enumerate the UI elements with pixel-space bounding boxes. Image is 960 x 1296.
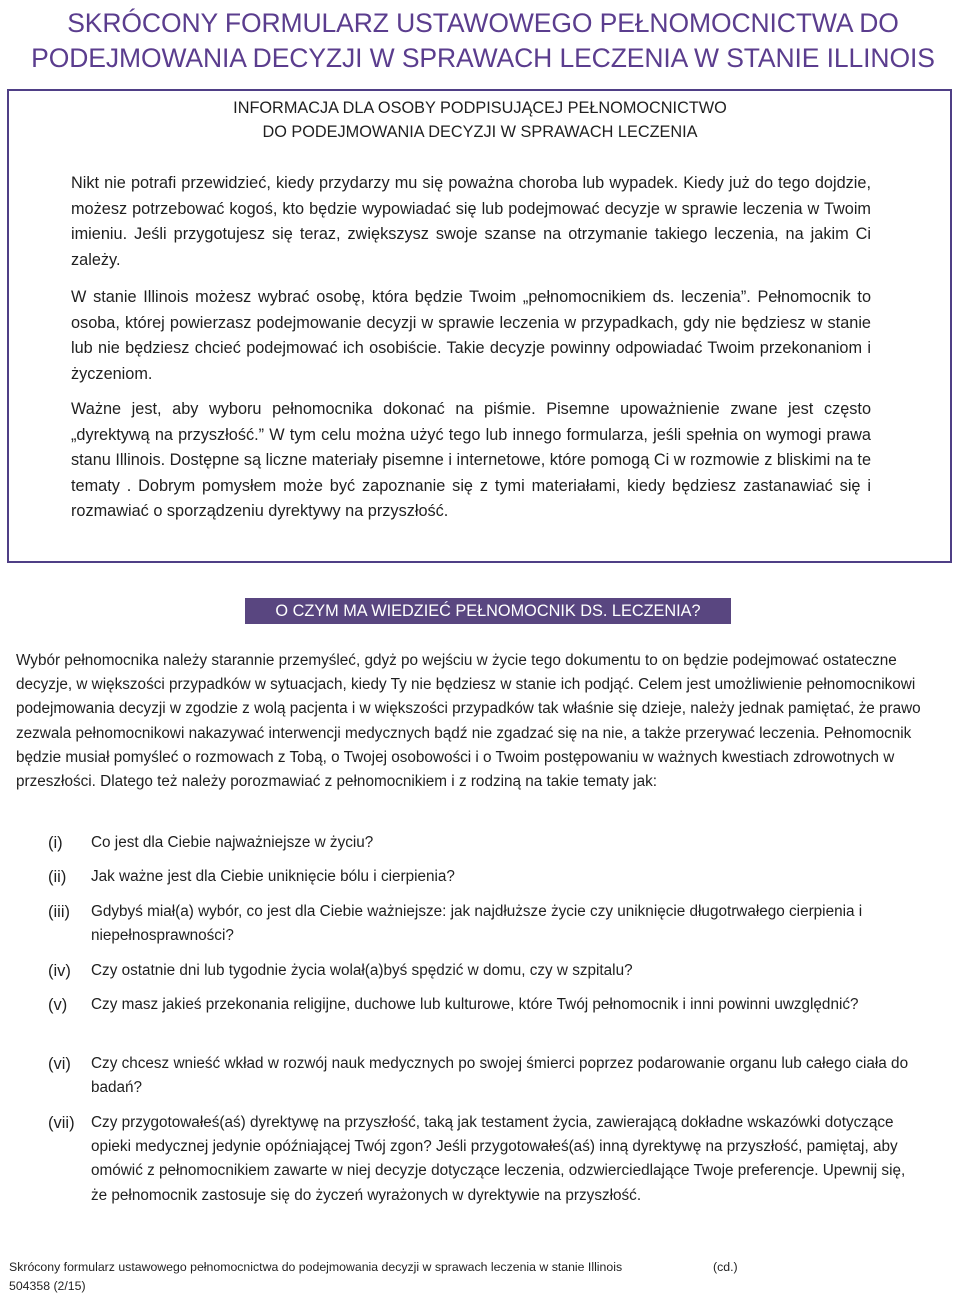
title-line-2: PODEJMOWANIA DECYZJI W SPRAWACH LECZENIA W STANIE ILLINOIS (31, 43, 935, 73)
list-item-number: (vi) (48, 1055, 71, 1073)
footer-continued: (cd.) (713, 1260, 738, 1274)
info-box-heading (0, 96, 960, 144)
list-item-number: (iv) (48, 962, 71, 980)
list-item-number: (v) (48, 996, 68, 1014)
document-title (18, 6, 948, 76)
info-paragraph-1: Nikt nie potrafi przewidzieć, kiedy przydarzy mu się poważna choroba lub wypadek. Kiedy już do tego dojdzie, możesz potrzebować kogoś, kto będzie wypowiadać się lub podejmować decyzje w sprawie leczenia w Twoim imieniu. Jeśli przygotujesz się teraz, zwiększysz swoje szanse na otrzymanie takiego leczenia, na jakim Ci zależy. (71, 174, 871, 269)
list-item-text: Czy ostatnie dni lub tygodnie życia wolał(a)byś spędzić w domu, czy w szpitalu? (91, 962, 633, 979)
list-item-number: (iii) (48, 903, 70, 921)
list-item-text: Czy masz jakieś przekonania religijne, duchowe lub kulturowe, które Twój pełnomocnik i inni powinni uwzględnić? (91, 996, 859, 1013)
info-paragraph-2: W stanie Illinois możesz wybrać osobę, która będzie Twoim „pełnomocnikiem ds. leczenia”. Pełnomocnik to osoba, której powierzasz podejmowanie decyzji w sprawie leczenia w przypadkach, gdy nie będziesz w stanie lub nie będziesz chcieć podejmować ich osobiście. Takie decyzje powinny odpowiadać Twoim przekonaniom i życzeniom. (71, 288, 871, 383)
info-heading-line-1: INFORMACJA DLA OSOBY PODPISUJĄCEJ PEŁNOMOCNICTWO (233, 99, 727, 117)
list-item-text: Jak ważne jest dla Ciebie uniknięcie bólu i cierpienia? (91, 868, 455, 885)
section-banner: O CZYM MA WIEDZIEĆ PEŁNOMOCNIK DS. LECZENIA? (245, 598, 731, 624)
footer-form-code: 504358 (2/15) (9, 1279, 86, 1293)
list-item-number: (i) (48, 834, 63, 852)
list-item-text: Czy przygotowałeś(aś) dyrektywę na przyszłość, taką jak testament życia, zawierającą dokładne wskazówki dotyczące opieki medycznej jedynie opóźniającej Twój zgon? Jeśli przygotowałeś(aś) inną dyrektywę na przyszłość, pamiętaj, aby omówić z pełnomocnikiem zawarte w niej decyzje dotyczące leczenia, odzwierciedlające Twoje preferencje. Upewnij się, że pełnomocnik zastosuje się do życzeń wyrażonych w dyrektywie na przyszłość. (91, 1114, 906, 1204)
info-paragraph-3: Ważne jest, aby wyboru pełnomocnika dokonać na piśmie. Pisemne upoważnienie zwane jest często „dyrektywą na przyszłość.” W tym celu można użyć tego lub innego formularza, jeśli spełnia on wymogi prawa stanu Illinois. Dostępne są liczne materiały pisemne i internetowe, które pomogą Ci w rozmowie z bliskimi na te tematy . Dobrym pomysłem może być zapoznanie się z tymi materiałami, kiedy będziesz zastanawiać się i rozmawiać o sporządzeniu dyrektywy na przyszłość. (71, 400, 871, 520)
footer-form-name: Skrócony formularz ustawowego pełnomocnictwa do podejmowania decyzji w sprawach leczenia w stanie Illinois (9, 1260, 623, 1274)
list-item-text: Co jest dla Ciebie najważniejsze w życiu? (91, 834, 374, 851)
section-intro-paragraph: Wybór pełnomocnika należy starannie przemyśleć, gdyż po wejściu w życie tego dokumentu to on będzie podejmować ostateczne decyzje, w większości przypadków w sytuacjach, kiedy Ty nie będziesz w stanie ich podjąć. Celem jest umożliwienie pełnomocnikowi podejmowania decyzji w zgodzie z wolą pacjenta i w większości przypadków tak właśnie się dzieje, należy jednak pamiętać, że prawo zezwala pełnomocnikowi nakazywać interwencji medycznych bądź nie zgadzać się na nie, a także przerywać leczenia. Pełnomocnik będzie musiał pomyśleć o rozmowach z Tobą, o Twojej osobowości i o Twoim postępowaniu w ważnych kwestiach zdrowotnych w przeszłości. Dlatego też należy porozmawiać z pełnomocnikiem i z rodziną na takie tematy jak: (16, 652, 921, 791)
list-item-number: (ii) (48, 868, 67, 886)
list-item-text: Czy chcesz wnieść wkład w rozwój nauk medycznych po swojej śmierci poprzez podarowanie organu lub całego ciała do badań? (91, 1055, 909, 1097)
page-footer (9, 1258, 769, 1296)
list-item-number: (vii) (48, 1114, 75, 1132)
title-line-1: SKRÓCONY FORMULARZ USTAWOWEGO PEŁNOMOCNICTWA DO (67, 8, 899, 38)
list-item-text: Gdybyś miał(a) wybór, co jest dla Ciebie ważniejsze: jak najdłuższe życie czy uniknięcie długotrwałego cierpienia i niepełnosprawności? (91, 903, 863, 945)
info-heading-line-2: DO PODEJMOWANIA DECYZJI W SPRAWACH LECZENIA (262, 123, 698, 141)
